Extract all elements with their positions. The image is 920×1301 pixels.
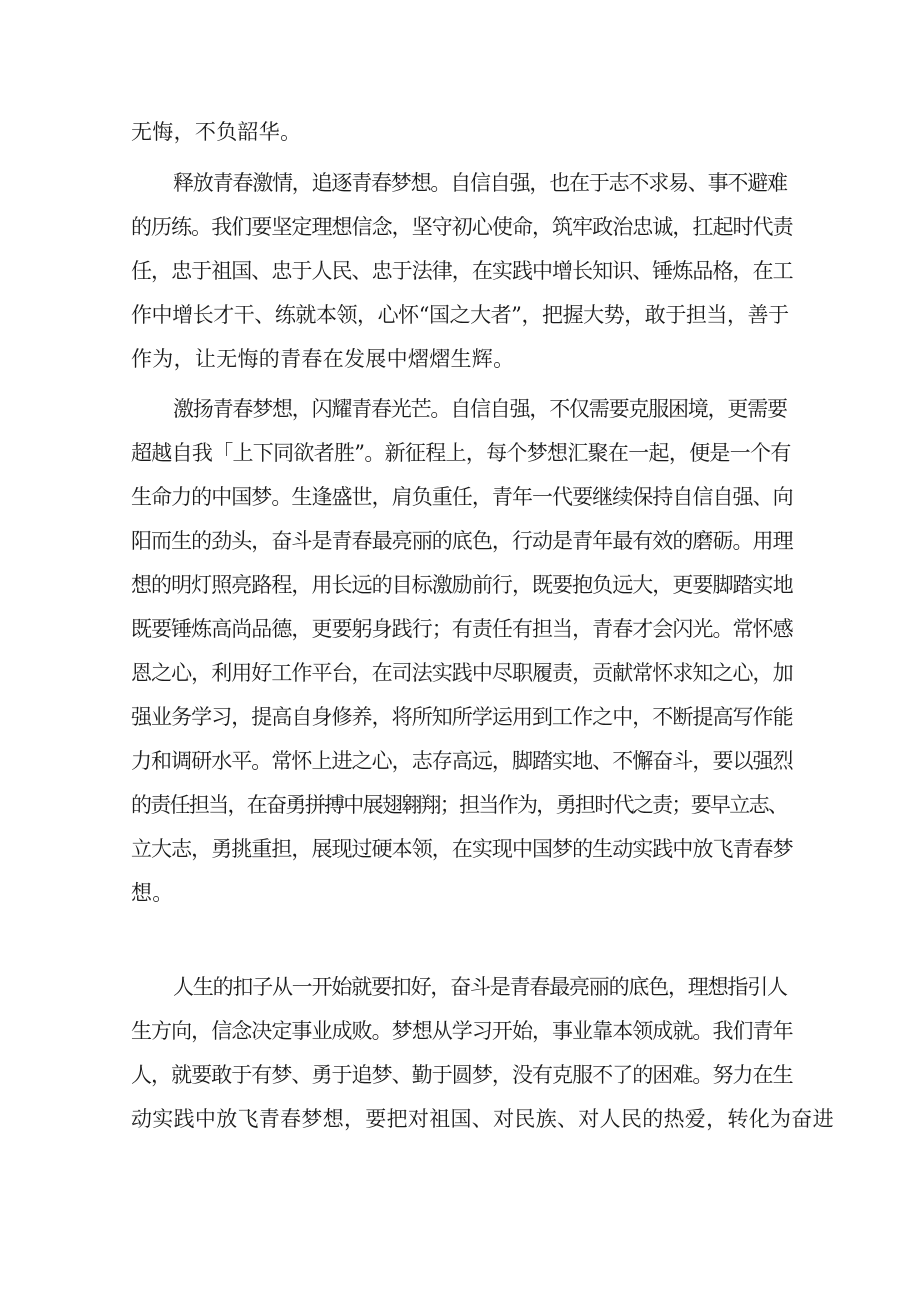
paragraph-line: 作中增长才干、练就本领，心怀“国之大者”，把握大势，敢于担当，善于 [131,303,789,327]
paragraph-line: 既要锤炼高尚品德，更要躬身践行；有责任有担当，青春才会闪光。常怀感 [131,617,793,641]
paragraph-line: 释放青春激情，追逐青春梦想。自信自强，也在于志不求易、事不避难 [173,171,787,195]
paragraph-line: 作为，让无悔的青春在发展中熠熠生辉。 [131,347,515,371]
paragraph-line: 想的明灯照亮路程，用长远的目标激励前行，既要抱负远大，更要脚踏实地 [131,573,793,597]
paragraph-line: 无悔，不负韶华。 [131,120,302,144]
paragraph-line: 人，就要敢于有梦、勇于追梦、勤于圆梦，没有克服不了的困难。努力在生 [131,1063,793,1087]
paragraph-line: 想。 [131,881,174,905]
paragraph-line: 立大志，勇挑重担，展现过硬本领，在实现中国梦的生动实践中放飞青春梦 [131,837,793,861]
paragraph-line: 阳而生的劲头，奋斗是青春最亮丽的底色，行动是青年最有效的磨砺。用理 [131,529,793,553]
paragraph-line: 生命力的中国梦。生逢盛世，肩负重任，青年一代要继续保持自信自强、向 [131,485,793,509]
paragraph-line: 的历练。我们要坚定理想信念，坚守初心使命，筑牢政治忠诚，扛起时代责 [131,215,793,239]
paragraph-line: 超越自我「上下同欲者胜”。新征程上，每个梦想汇聚在一起，便是一个有 [131,441,791,465]
paragraph-line: 人生的扣子从一开始就要扣好，奋斗是青春最亮丽的底色，理想指引人 [173,975,787,999]
paragraph-line: 激扬青春梦想，闪耀青春光芒。自信自强，不仅需要克服困境，更需要 [173,397,787,421]
paragraph-line: 力和调研水平。常怀上进之心，志存高远，脚踏实地、不懈奋斗，要以强烈 [131,749,793,773]
paragraph-line: 动实践中放飞青春梦想，要把对祖国、对民族、对人民的热爱，转化为奋进 [131,1107,834,1131]
paragraph-line: 生方向，信念决定事业成败。梦想从学习开始，事业靠本领成就。我们青年 [131,1019,793,1043]
paragraph-line: 强业务学习，提高自身修养，将所知所学运用到工作之中，不断提高写作能 [131,705,793,729]
paragraph-line: 的责任担当，在奋勇拼搏中展翅翱翔；担当作为，勇担时代之责；要早立志、 [131,793,788,817]
paragraph-line: 任，忠于祖国、忠于人民、忠于法律，在实践中增长知识、锤炼品格，在工 [131,259,793,283]
paragraph-line: 恩之心，利用好工作平台，在司法实践中尽职履责，贡献常怀求知之心，加 [131,661,793,685]
